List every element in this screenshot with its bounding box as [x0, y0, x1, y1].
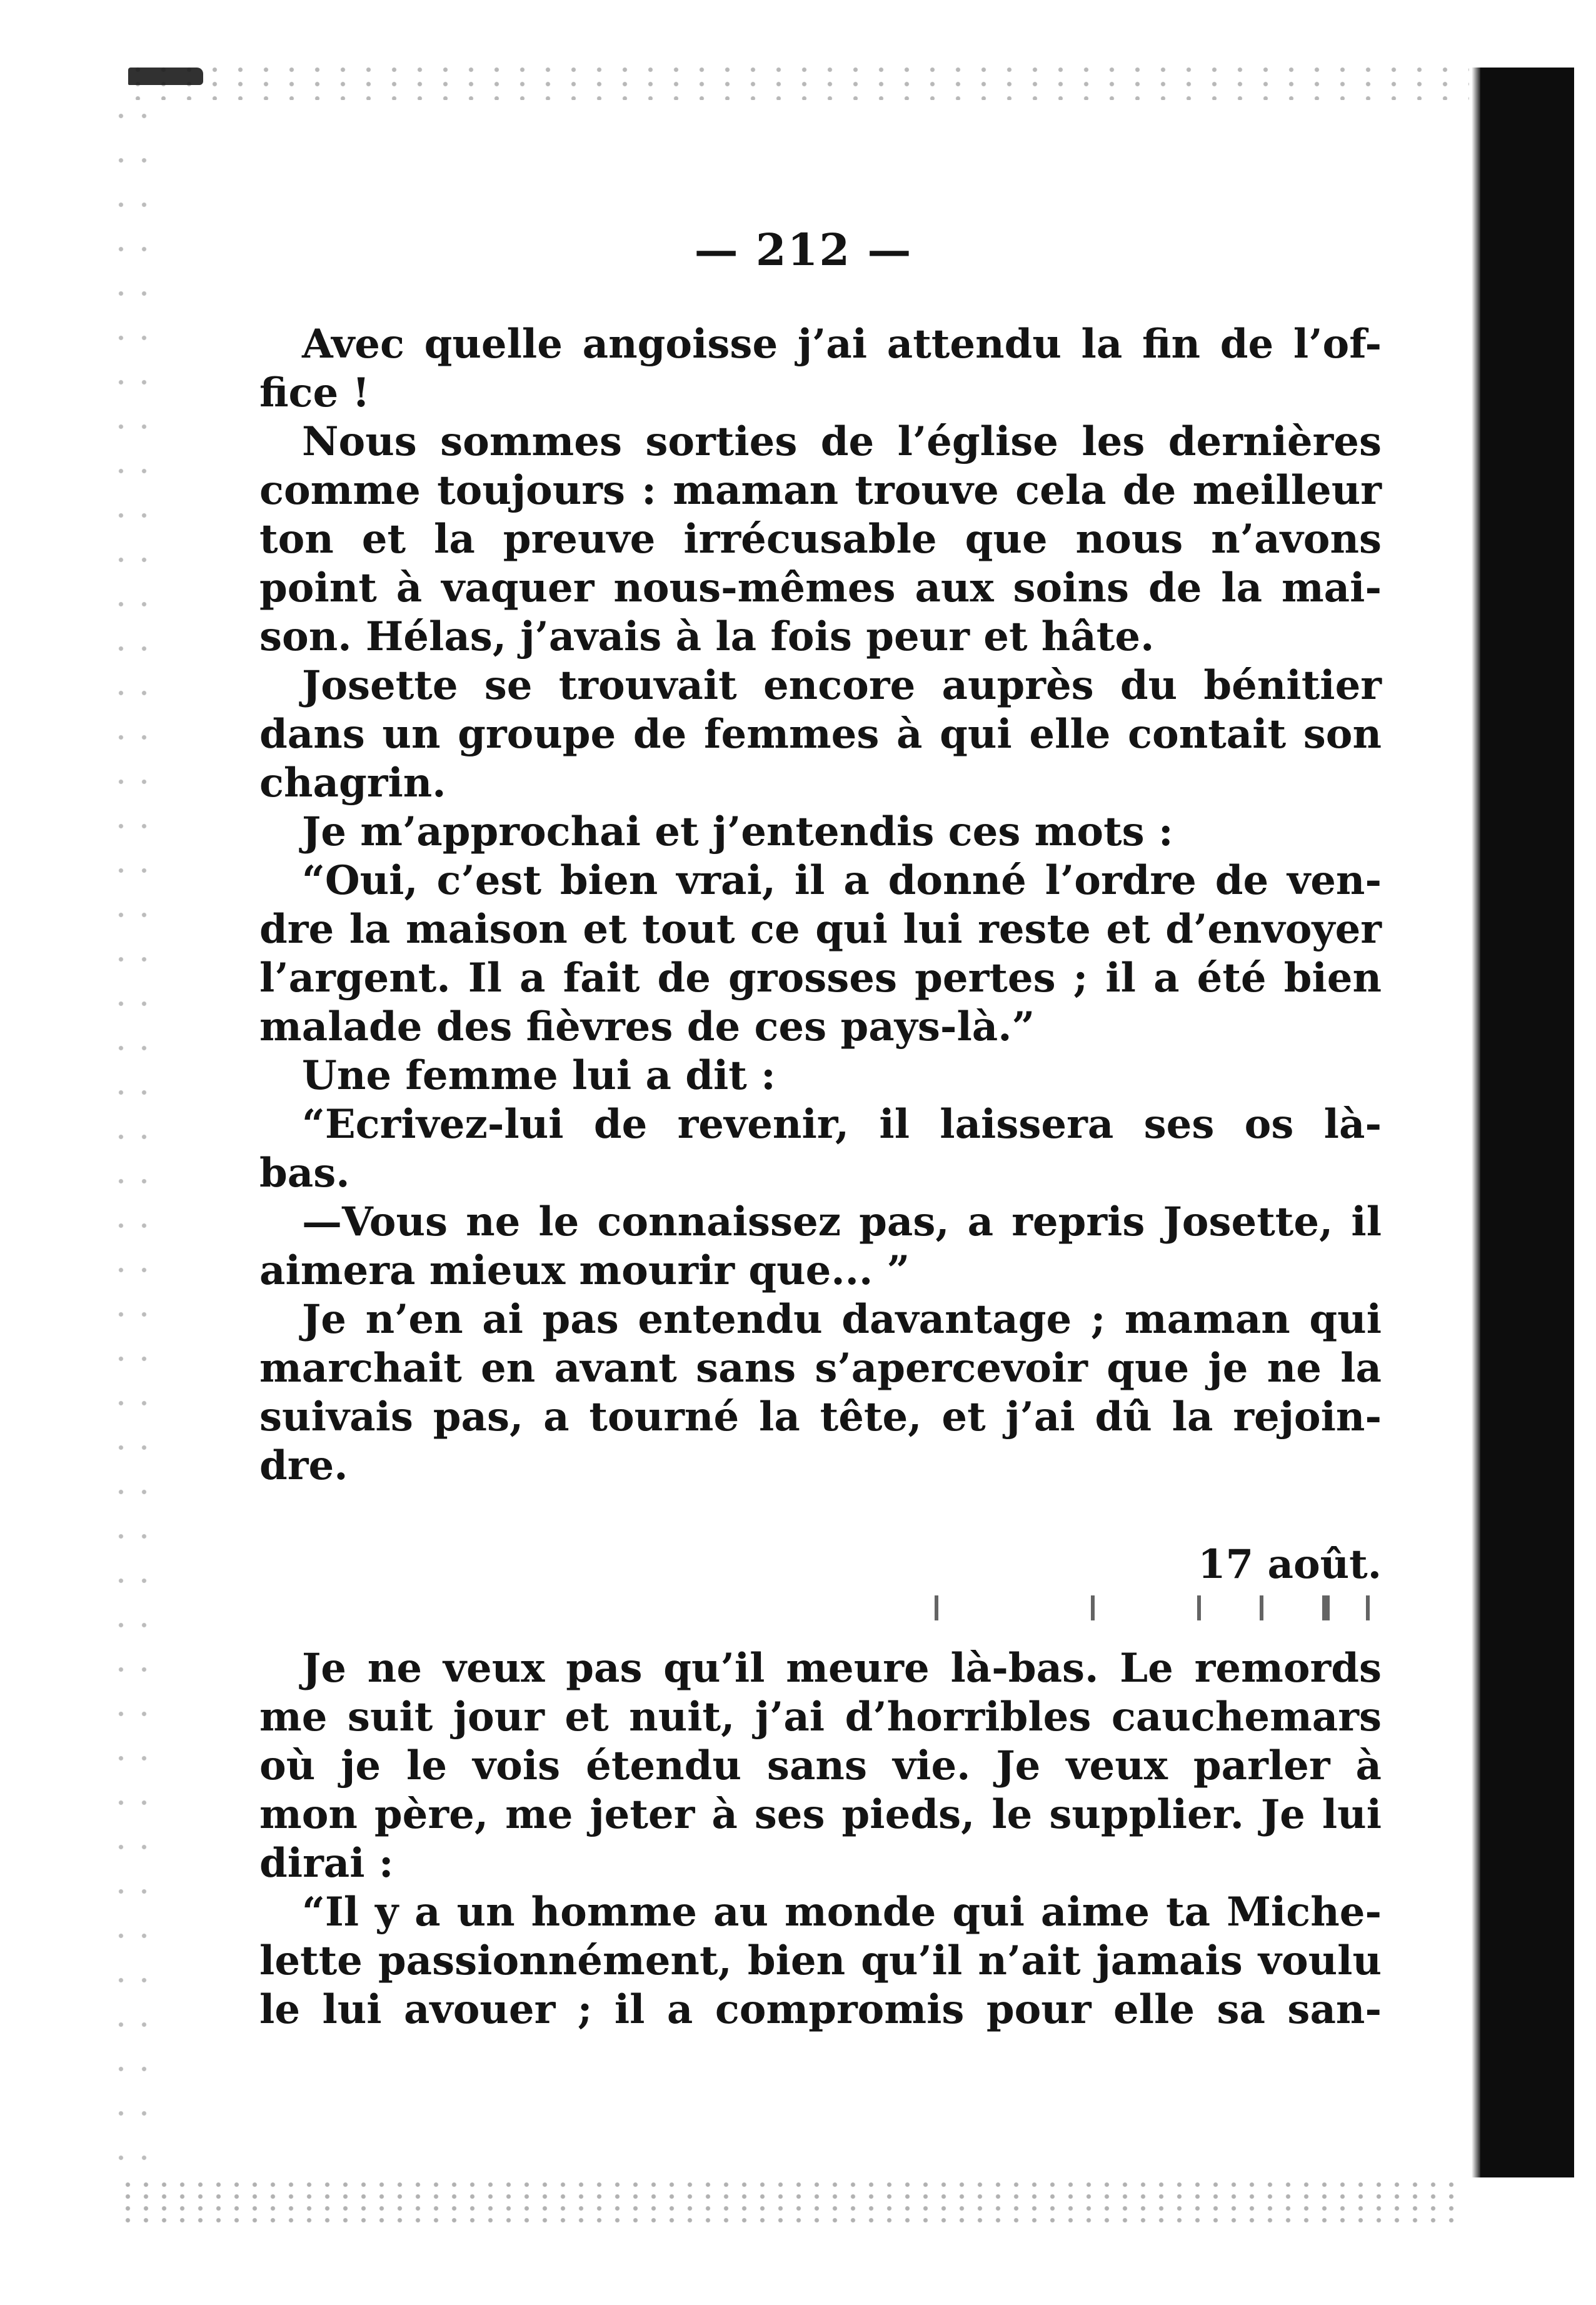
text-line: aimera mieux mourir que... ” [259, 1247, 910, 1294]
text-line: Avec quelle angoisse j’ai attendu la fin de l’of- [302, 321, 1382, 368]
text-line: son. Hélas, j’avais à la fois peur et hâte. [259, 613, 1155, 660]
text-line: Je m’approchai et j’entendis ces mots : [302, 808, 1173, 855]
page-number: — 212 — [694, 224, 913, 276]
text-line: le lui avouer ; il a compromis pour elle sa san- [259, 1986, 1382, 2033]
text-line: me suit jour et nuit, j’ai d’horribles cauchemars [259, 1694, 1382, 1740]
text-line: mon père, me jeter à ses pieds, le supplier. Je lui [259, 1791, 1382, 1838]
text-line: où je le vois étendu sans vie. Je veux parler à [259, 1742, 1382, 1789]
body-text [259, 320, 1382, 2034]
scan-noise-top [125, 63, 1469, 100]
text-line: “Ecrivez-lui de revenir, il laissera ses os là- [302, 1101, 1382, 1148]
text-line: Nous sommes sorties de l’église les dernières [302, 418, 1382, 465]
text-line: “Oui, c’est bien vrai, il a donné l’ordre de ven- [302, 857, 1382, 904]
text-line: dans un groupe de femmes à qui elle contait son [259, 711, 1382, 758]
text-line: bas. [259, 1150, 350, 1197]
scan-noise-bottom [119, 2179, 1463, 2222]
text-line: Une femme lui a dit : [302, 1052, 776, 1099]
text-line: fice ! [259, 369, 370, 416]
entry-date: 17 août. [1198, 1541, 1382, 1588]
text-line: malade des fièvres de ces pays-là.” [259, 1003, 1035, 1050]
text-line: l’argent. Il a fait de grosses pertes ; il a été bien [259, 955, 1382, 1002]
text-line: Josette se trouvait encore auprès du bénitier [302, 662, 1382, 709]
section-gap [259, 1490, 1382, 1540]
text-line: dre la maison et tout ce qui lui reste et d’envoyer [259, 906, 1382, 953]
scan-noise-left [109, 94, 147, 2188]
text-line: “Il y a un homme au monde qui aime ta Miche- [302, 1889, 1382, 1936]
text-line: —Vous ne le connaissez pas, a repris Josette, il [302, 1198, 1382, 1245]
text-line: point à vaquer nous-mêmes aux soins de la mai- [259, 565, 1382, 611]
text-line: Je ne veux pas qu’il meure là-bas. Le remords [302, 1645, 1382, 1692]
text-line: dre. [259, 1442, 348, 1489]
text-line: lette passionnément, bien qu’il n’ait jamais voulu [259, 1937, 1382, 1984]
scan-smudge [128, 68, 203, 85]
text-line: comme toujours : maman trouve cela de meilleur [259, 467, 1382, 514]
gutter-shadow [1480, 68, 1574, 2177]
text-line: dirai : [259, 1840, 394, 1887]
text-line: suivais pas, a tourné la tête, et j’ai dû la rejoin- [259, 1394, 1382, 1440]
scan-stray-marks [259, 1589, 1382, 1644]
text-line: ton et la preuve irrécusable que nous n’avons [259, 516, 1382, 563]
text-line: chagrin. [259, 760, 446, 806]
text-line: marchait en avant sans s’apercevoir que je ne la [259, 1345, 1382, 1392]
text-line: Je n’en ai pas entendu davantage ; maman qui [302, 1296, 1382, 1343]
